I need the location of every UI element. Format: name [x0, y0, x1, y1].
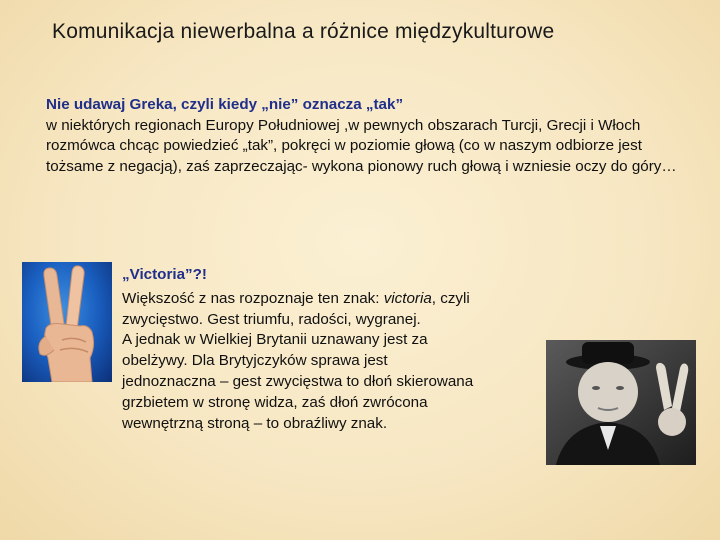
- section-heading: „Victoria”?!: [122, 266, 207, 283]
- text-line: jednoznaczna – gest zwycięstwa to dłoń skierowana: [122, 372, 474, 390]
- victory-hand-icon: [22, 262, 112, 382]
- victory-hand-image: [22, 262, 112, 382]
- italic-word: victoria: [383, 289, 432, 307]
- text-fragment: , czyli: [431, 289, 470, 307]
- section-heading: Nie udawaj Greka, czyli kiedy „nie” oznacza „tak”: [46, 96, 404, 113]
- section-victoria: [122, 265, 562, 434]
- section-text: w niektórych regionach Europy Południowej ,w pewnych obszarach Turcji, Grecji i Włoch rozmówca chcąc powiedzieć „tak”, pokręci w poziomie głową (co w naszym odbiorze jest tożsame z negacją), zaś zaprzeczając- wykona pionowy ruch głową i wzniesie oczy do góry…: [46, 116, 677, 175]
- text-fragment: Większość z nas rozpoznaje ten znak:: [122, 289, 384, 307]
- text-line: A jednak w Wielkiej Brytanii uznawany jest za: [122, 331, 428, 349]
- slide-title: Komunikacja niewerbalna a różnice międzykulturowe: [52, 20, 555, 43]
- text-line: [122, 289, 562, 310]
- section-greek-gesture: [46, 95, 686, 177]
- man-portrait-image: [546, 340, 696, 465]
- man-victory-sign-icon: [546, 340, 696, 465]
- text-line: grzbietem w stronę widza, zaś dłoń zwrócona: [122, 393, 428, 411]
- text-line: zwycięstwo. Gest triumfu, radości, wygranej.: [122, 310, 421, 328]
- text-line: wewnętrzną stroną – to obraźliwy znak.: [122, 414, 388, 432]
- text-line: obelżywy. Dla Brytyjczyków sprawa jest: [122, 352, 388, 370]
